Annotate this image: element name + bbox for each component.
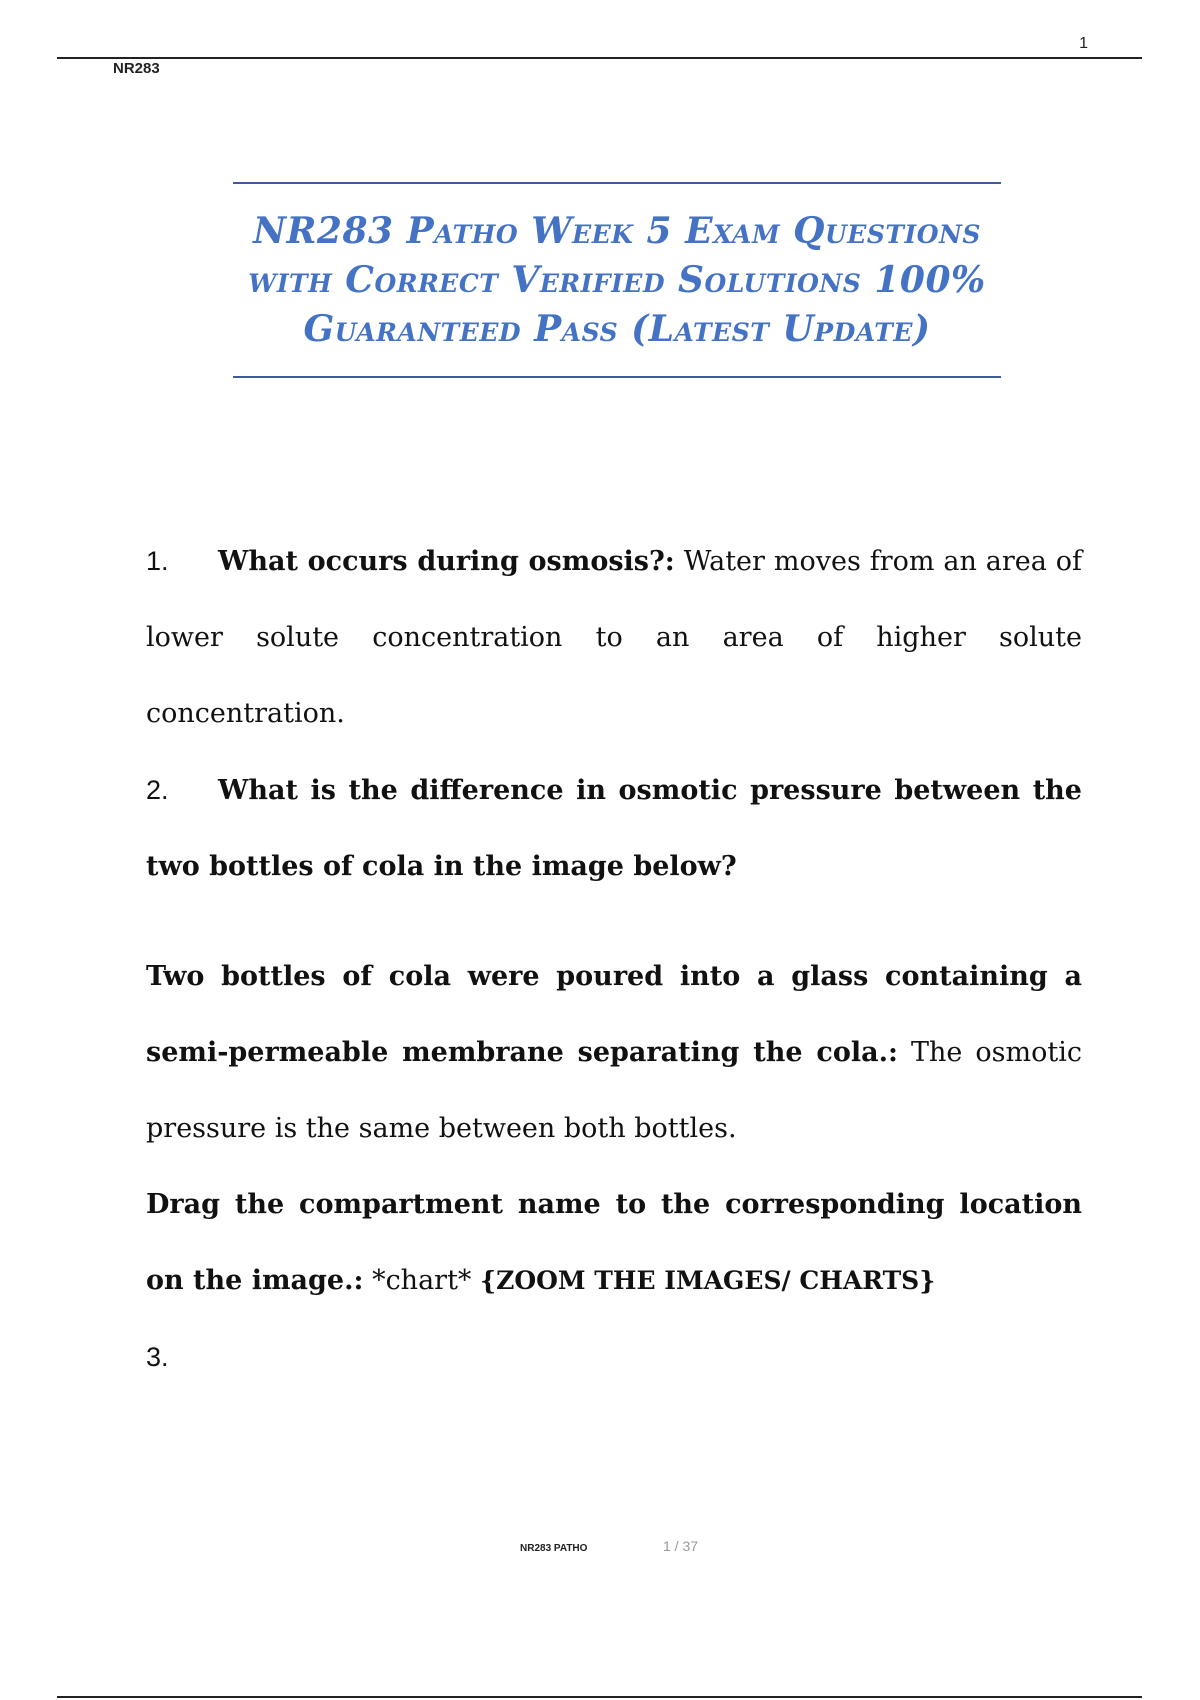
question-item bbox=[146, 752, 1082, 905]
question-item bbox=[146, 523, 1082, 752]
answer-text: *chart* bbox=[372, 1265, 472, 1296]
bottom-rule bbox=[57, 1696, 1142, 1698]
question-number: 1. bbox=[146, 546, 169, 576]
question-item bbox=[146, 1319, 1082, 1396]
title-line-2: with Correct Verified Solutions 100% bbox=[248, 258, 986, 301]
title-line-1: NR283 Patho Week 5 Exam Questions bbox=[253, 209, 981, 252]
answer-text: Water moves from an area of lower solute concentration to an area of higher solute concentration. bbox=[146, 546, 1083, 729]
document-title-block bbox=[233, 182, 1001, 378]
question-text: Drag the compartment name to the corresponding location on the image.: bbox=[146, 1189, 1082, 1296]
spacer bbox=[146, 905, 1082, 939]
question-item bbox=[146, 1167, 1082, 1319]
page-number: 1 bbox=[1079, 35, 1088, 52]
footer-label: NR283 PATHO bbox=[520, 1543, 588, 1554]
title-line-3: Guaranteed Pass (Latest Update) bbox=[303, 307, 931, 350]
document-body bbox=[146, 523, 1082, 1396]
header-rule bbox=[57, 57, 1142, 59]
question-item bbox=[146, 939, 1082, 1167]
answer-text: The osmotic pressure is the same between both bottles. bbox=[146, 1037, 1082, 1144]
question-text: Two bottles of cola were poured into a glass containing a semi-permeable membrane separating the cola.: bbox=[146, 961, 1082, 1068]
question-number: 3. bbox=[146, 1342, 169, 1372]
question-text: What is the difference in osmotic pressure between the two bottles of cola in the image below? bbox=[146, 775, 1082, 882]
question-number: 2. bbox=[146, 775, 169, 805]
page-footer bbox=[0, 1538, 1200, 1568]
zoom-note: {ZOOM THE IMAGES/ CHARTS} bbox=[480, 1266, 936, 1295]
header-label: NR283 bbox=[113, 60, 160, 77]
footer-page-indicator: 1 / 37 bbox=[663, 1538, 699, 1554]
document-title bbox=[233, 207, 1001, 354]
question-text: What occurs during osmosis?: bbox=[218, 546, 675, 577]
